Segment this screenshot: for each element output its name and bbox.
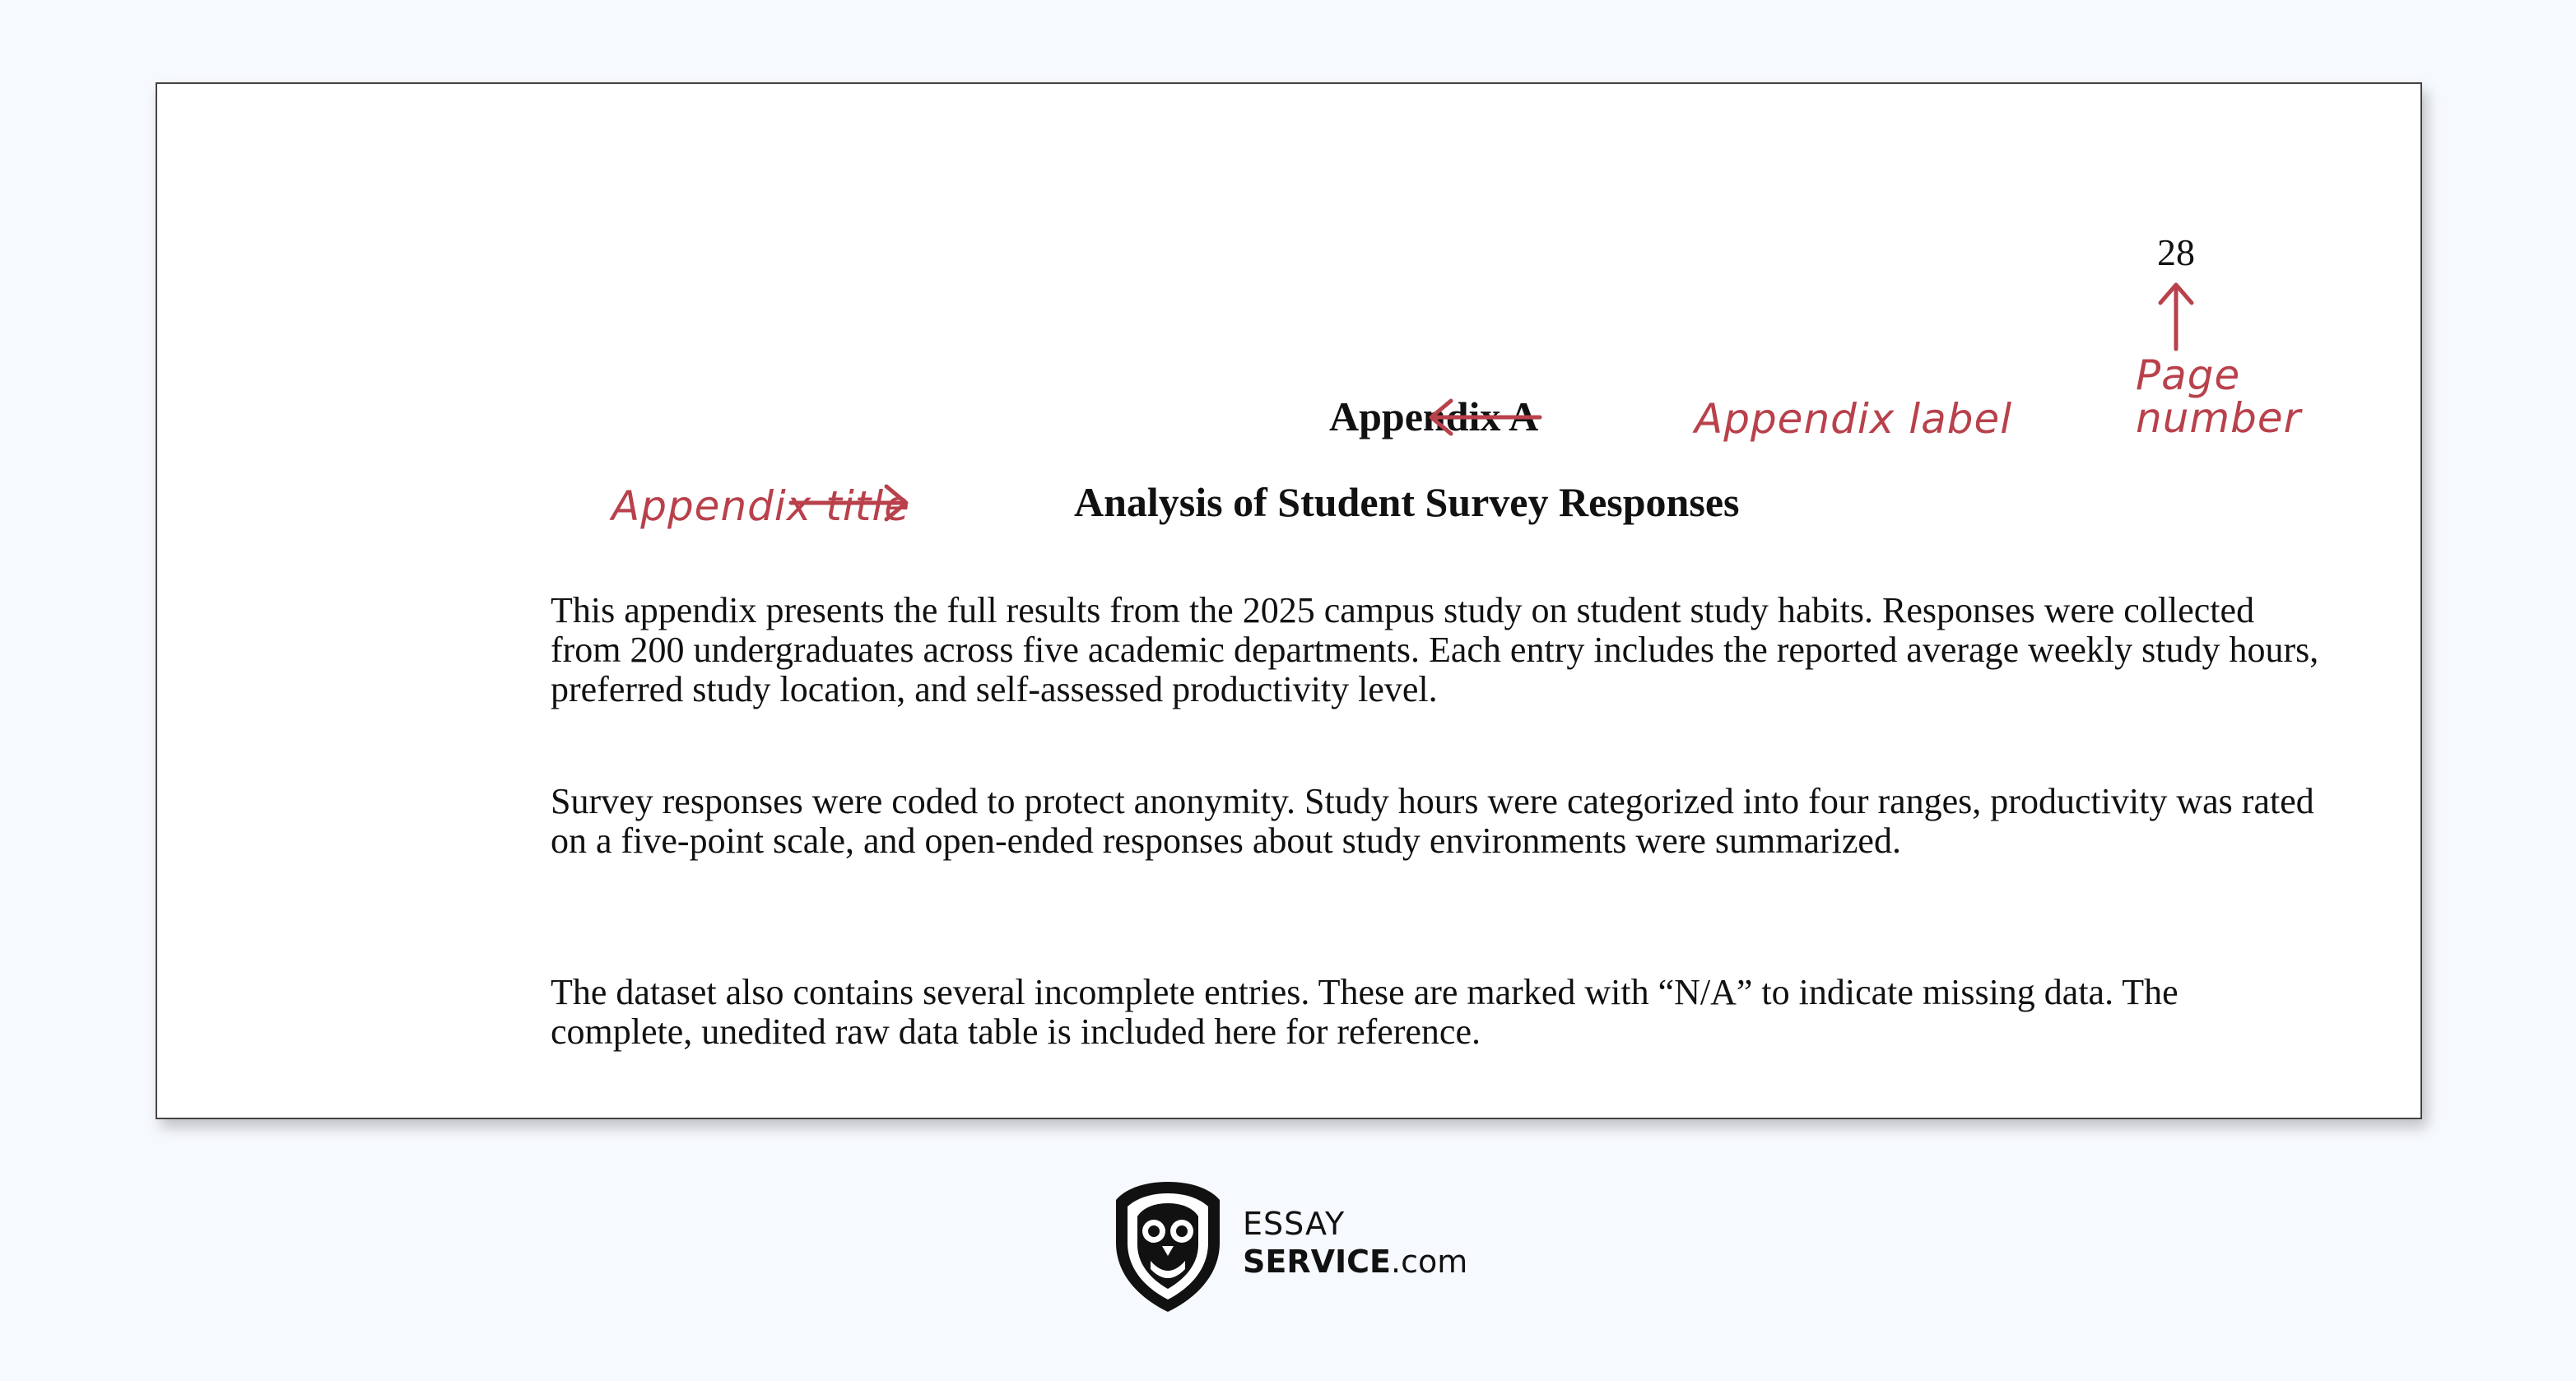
brand-line-1: ESSAY: [1243, 1206, 1346, 1242]
annotation-appendix-label: Appendix label: [1695, 395, 2013, 443]
appendix-label: Appendix A: [1329, 393, 1539, 439]
brand-line-2: [1243, 1244, 1468, 1280]
paragraph-2: Survey responses were coded to protect anonymity. Study hours were categorized into four ranges, productivity was rated on a five-point scale, and open-ended responses about study environments were summarized.: [551, 781, 2314, 861]
document-page: [156, 82, 2422, 1119]
paragraph-3: The dataset also contains several incomplete entries. These are marked with “N/A” to indicate missing data. The complete, unedited raw data table is included here for reference.: [551, 972, 2178, 1052]
brand-domain: .com: [1390, 1244, 1468, 1280]
annotation-page-number: Page number: [2136, 351, 2302, 442]
paragraph-1: This appendix presents the full results from the 2025 campus study on student study habits. Responses were collected from 200 undergraduates across five academic departments. Each entry includes the reported average weekly study hours, preferred study location, and self-assessed productivity level.: [551, 590, 2319, 709]
annotation-appendix-title: Appendix title: [611, 482, 910, 530]
essayservice-logo: [1108, 1179, 1486, 1318]
page-number: 28: [2157, 231, 2195, 273]
owl-shield-icon: [1108, 1179, 1228, 1315]
appendix-title: Analysis of Student Survey Responses: [1074, 479, 1740, 525]
arrow-left-icon: [1425, 397, 1548, 438]
arrow-up-icon: [2155, 280, 2197, 354]
arrow-right-icon: [783, 482, 914, 523]
brand-name-bold: SERVICE: [1243, 1244, 1391, 1280]
